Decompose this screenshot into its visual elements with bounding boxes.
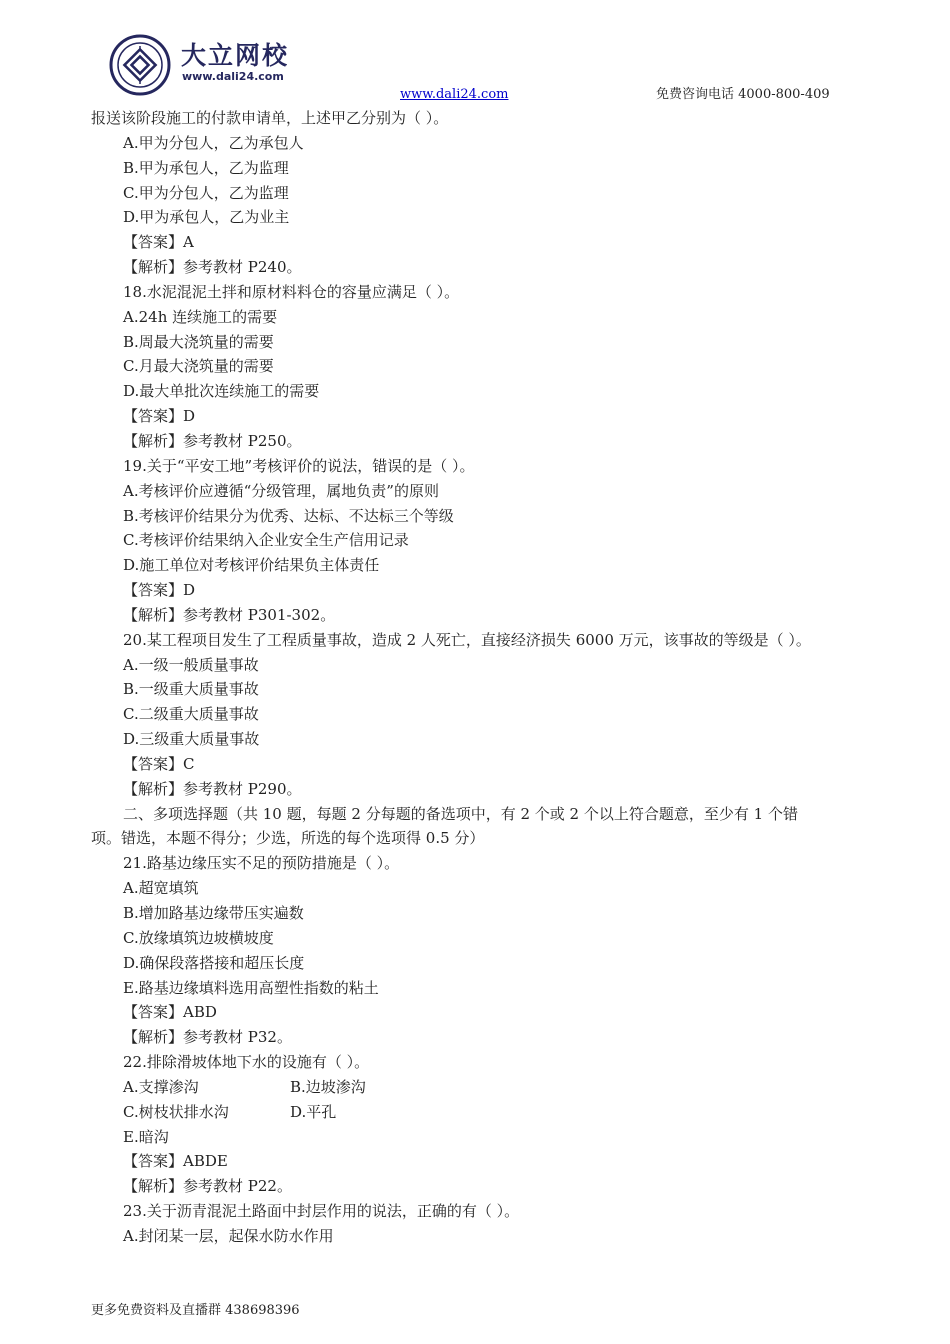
option-line: C.月最大浇筑量的需要	[123, 357, 274, 376]
answer-line: 【答案】A	[123, 233, 194, 252]
answer-line: 【答案】ABD	[123, 1003, 217, 1022]
option-line: D.三级重大质量事故	[123, 730, 260, 749]
question-19: 19.关于“平安工地”考核评价的说法，错误的是（ ）。	[123, 456, 475, 475]
analysis-line: 【解析】参考教材 P301-302。	[123, 605, 336, 624]
option-line: B.甲为承包人，乙为监理	[123, 158, 289, 177]
section-heading: 二、多项选择题（共 10 题，每题 2 分每题的备选项中，有 2 个或 2 个以上符合题意，至少有 1 个错	[123, 804, 798, 823]
option-line: E.路基边缘填料选用高塑性指数的粘土	[123, 978, 379, 997]
option-line: D.确保段落搭接和超压长度	[123, 953, 305, 972]
option-line: A.24h 连续施工的需要	[123, 307, 278, 326]
school-seal-icon	[109, 34, 171, 96]
analysis-line: 【解析】参考教材 P290。	[123, 779, 302, 798]
option-line: A.考核评价应遵循“分级管理，属地负责”的原则	[123, 481, 439, 500]
hotline-text: 免费咨询电话 4000-800-409	[656, 87, 830, 102]
option-line: A.甲为分包人，乙为承包人	[123, 133, 304, 152]
analysis-line: 【解析】参考教材 P22。	[123, 1177, 292, 1196]
brand-name: 大立网校	[181, 41, 290, 70]
option-cell: B.边坡渗沟	[290, 1077, 366, 1096]
option-line: B.一级重大质量事故	[123, 680, 259, 699]
page-header	[0, 0, 950, 108]
answer-line: 【答案】D	[123, 407, 196, 426]
option-cell: D.平孔	[290, 1102, 337, 1121]
footer-text: 更多免费资料及直播群 438698396	[91, 1303, 300, 1318]
option-line: A.超宽填筑	[123, 879, 199, 898]
option-line: D.甲为承包人，乙为业主	[123, 208, 290, 227]
option-cell: C.树枝状排水沟	[123, 1102, 229, 1121]
analysis-line: 【解析】参考教材 P250。	[123, 431, 302, 450]
analysis-line: 【解析】参考教材 P240。	[123, 258, 302, 277]
option-line: B.增加路基边缘带压实遍数	[123, 904, 304, 922]
option-line: C.放缘填筑边坡横坡度	[123, 928, 274, 947]
question-21: 21.路基边缘压实不足的预防措施是（ ）。	[123, 854, 400, 873]
site-link[interactable]: www.dali24.com	[400, 87, 509, 102]
analysis-line: 【解析】参考教材 P32。	[123, 1028, 292, 1047]
option-line: C.二级重大质量事故	[123, 705, 259, 724]
question-22: 22.排除滑坡体地下水的设施有（ ）。	[123, 1053, 370, 1072]
option-cell: A.支撑渗沟	[123, 1077, 199, 1096]
text-line: 报送该阶段施工的付款申请单，上述甲乙分别为（ ）。	[91, 109, 449, 127]
section-heading-cont: 项。错选，本题不得分；少选，所选的每个选项得 0.5 分）	[91, 829, 485, 848]
option-line: B.周最大浇筑量的需要	[123, 332, 274, 351]
option-row	[91, 1075, 871, 1100]
question-20: 20.某工程项目发生了工程质量事故，造成 2 人死亡，直接经济损失 6000 万元，该事故的等级是（ ）。	[123, 630, 811, 649]
option-line: A.封闭某一层，起保水防水作用	[123, 1226, 334, 1245]
option-line: B.考核评价结果分为优秀、达标、不达标三个等级	[123, 506, 454, 525]
option-line: C.甲为分包人，乙为监理	[123, 183, 289, 202]
option-line: C.考核评价结果纳入企业安全生产信用记录	[123, 531, 409, 550]
answer-line: 【答案】C	[123, 754, 195, 773]
answer-line: 【答案】D	[123, 581, 196, 600]
answer-line: 【答案】ABDE	[123, 1152, 228, 1171]
question-18: 18.水泥混泥土拌和原材料料仓的容量应满足（ ）。	[123, 282, 460, 301]
document-body	[91, 106, 871, 1249]
question-23: 23.关于沥青混泥土路面中封层作用的说法，正确的有（ ）。	[123, 1202, 520, 1221]
option-row	[91, 1100, 871, 1125]
brand-url: www.dali24.com	[182, 70, 284, 83]
option-line: E.暗沟	[123, 1127, 169, 1146]
option-line: D.最大单批次连续施工的需要	[123, 382, 320, 401]
option-line: A.一级一般质量事故	[123, 655, 259, 674]
option-line: D.施工单位对考核评价结果负主体责任	[123, 556, 380, 575]
